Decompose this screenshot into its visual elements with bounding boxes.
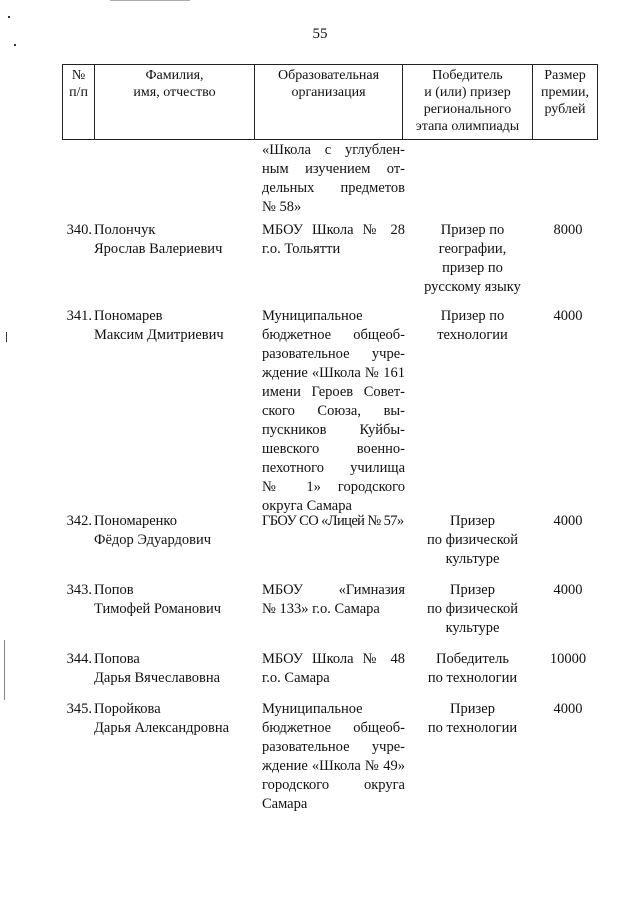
row-winner: Призер по физической культуре — [426, 582, 519, 636]
row-winner: Призер по географии, призер по русскому языку — [424, 222, 521, 295]
header-number: № п/п — [63, 65, 95, 140]
row-number: 344. — [66, 651, 92, 667]
row-name: Попов Тимофей Романович — [94, 582, 221, 617]
row-prize: 4000 — [553, 701, 583, 717]
page-number: 55 — [312, 26, 328, 42]
row-organization: МБОУ Школа № 28 г.о. Тольятти — [262, 222, 405, 257]
row-winner: Победитель по технологии — [427, 651, 518, 686]
row-winner: Призер по технологии — [437, 308, 508, 343]
row-number: 340. — [66, 222, 92, 238]
row-organization: Муниципальное бюджетное общеоб- разовательное учре- ждение «Школа № 49» городского округа Самара — [262, 701, 405, 812]
row-name: Полончук Ярослав Валериевич — [94, 222, 223, 257]
row-name: Пономаренко Фёдор Эдуардович — [94, 513, 212, 548]
row-name: Поройкова Дарья Александровна — [94, 701, 230, 736]
header-winner: Победитель и (или) призер регионального этапа олимпиады — [403, 65, 533, 140]
row-organization: МБОУ Школа № 48 г.о. Самара — [262, 651, 405, 686]
scan-mark — [14, 44, 16, 46]
row-prize: 4000 — [553, 308, 583, 324]
row-number: 343. — [66, 582, 92, 598]
row-prize: 8000 — [553, 222, 583, 238]
row-name: Попова Дарья Вячеславовна — [94, 651, 221, 686]
row-number: 342. — [66, 513, 92, 529]
row-prize: 4000 — [553, 513, 583, 529]
row-organization: МБОУ «Гимназия № 133» г.о. Самара — [262, 582, 405, 617]
scan-mark — [6, 332, 7, 342]
header-prize: Размер премии, рублей — [533, 65, 598, 140]
header-name: Фамилия, имя, отчество — [95, 65, 255, 140]
scan-mark — [4, 640, 5, 700]
row-number: 341. — [66, 308, 92, 324]
header-organization: Образовательная организация — [255, 65, 403, 140]
table-header — [62, 64, 598, 140]
row-number: 345. — [66, 701, 92, 717]
row-organization: Муниципальное бюджетное общеоб- разовательное учре- ждение «Школа № 161 имени Героев Совет- ского Союза, вы- пускников Куйбы- шевского военно- пехотного училища № 1» городского округа Самара — [262, 308, 405, 514]
row-organization: ГБОУ СО «Лицей № 57» — [262, 513, 404, 529]
row-winner: Призер по технологии — [427, 701, 518, 736]
scan-mark — [110, 0, 190, 1]
scan-mark — [8, 16, 10, 18]
row-prize: 4000 — [553, 582, 583, 598]
continuation-organization: «Школа с углублен- ным изучением от- дельных предметов № 58» — [262, 142, 405, 215]
row-prize: 10000 — [549, 651, 587, 667]
row-name: Пономарев Максим Дмитриевич — [94, 308, 224, 343]
row-winner: Призер по физической культуре — [426, 513, 519, 567]
